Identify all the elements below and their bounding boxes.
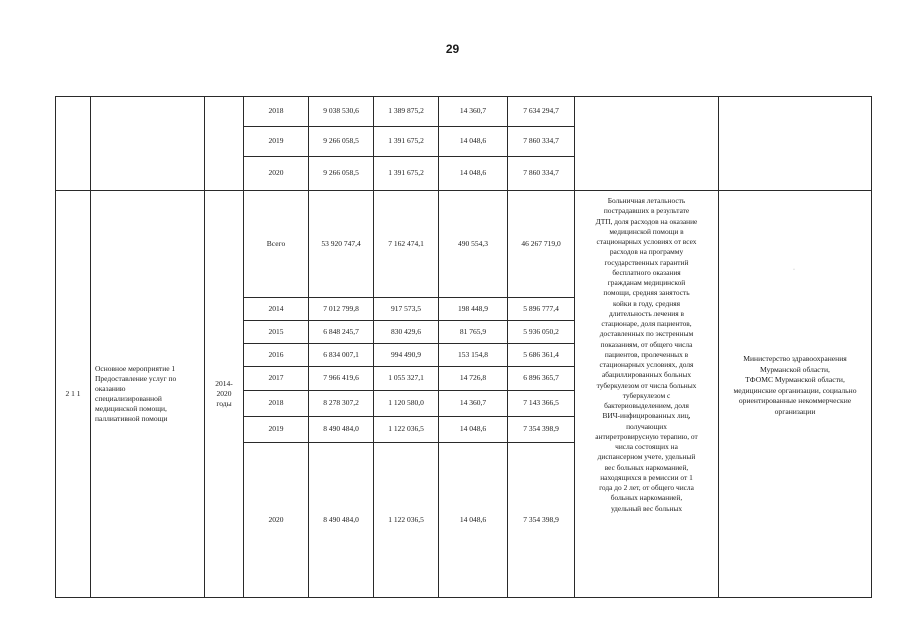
measure-name-line: медицинской помощи,: [95, 404, 167, 413]
total-cell: 7 966 419,6: [323, 373, 359, 382]
indicator-line: расходов на программу: [609, 247, 684, 257]
regional-cell: 14 360,7: [459, 398, 487, 407]
indicator-line: стационарных условиях, доля: [599, 360, 694, 369]
other-cell: 7 860 334,7: [523, 168, 559, 177]
indicator-line: показаниям, от общего числа: [600, 339, 693, 349]
period-line: годы: [216, 399, 232, 408]
total-cell: 8 278 307,2: [323, 398, 359, 407]
other-cell: 46 267 719,0: [521, 239, 561, 248]
year-cell: 2018: [268, 398, 284, 407]
indicator-line: находящихся в ремиссии от 1: [600, 472, 693, 482]
year-cell: 2020: [268, 514, 284, 524]
year-cell: 2019: [268, 424, 284, 433]
measure-name: [95, 191, 203, 597]
indicator-line: ВИЧ-инфицированных лиц,: [602, 411, 691, 421]
federal-cell: 830 429,6: [391, 326, 421, 336]
indicator-line: помощи, средняя занятость: [603, 288, 690, 298]
year-cell: Всего: [266, 239, 286, 248]
year-cell: 2017: [268, 373, 284, 382]
total-cell: 9 266 058,5: [323, 168, 359, 177]
federal-cell: 1 055 327,1: [388, 373, 424, 382]
other-cell: 7 860 334,7: [523, 136, 559, 145]
regional-cell: 14 048,6: [459, 136, 487, 145]
executor-line: медицинские организации, социально: [733, 385, 857, 395]
indicator-line: доставленных по экстренным: [599, 329, 694, 339]
regional-cell: 14 048,6: [459, 514, 487, 524]
executor-line: организации: [774, 406, 816, 416]
indicator-line: койки в году, средняя: [612, 298, 680, 308]
total-cell: 53 920 747,4: [321, 239, 361, 248]
period-line: 2020: [216, 389, 232, 398]
other-cell: 7 143 366,5: [523, 398, 559, 407]
total-cell: 7 012 799,8: [323, 303, 359, 313]
indicator-line: антиретровирусную терапию, от: [595, 431, 698, 441]
indicator-line: Больничная летальность: [607, 196, 686, 205]
indicator-line: получающих: [626, 421, 667, 431]
regional-cell: 14 726,8: [459, 373, 487, 382]
federal-cell: 7 162 474,1: [388, 239, 424, 248]
year-cell: 2018: [268, 106, 284, 115]
year-cell: 2019: [268, 136, 284, 145]
indicator-line: пациентов, пролеченных в: [604, 349, 689, 359]
page-number: 29: [445, 42, 460, 56]
period-line: 2014-: [215, 379, 233, 388]
indicator-line: бесплатного оказания: [612, 267, 681, 277]
year-cell: 2020: [268, 168, 284, 177]
total-cell: 6 834 007,1: [323, 349, 359, 359]
federal-cell: 1 391 675,2: [388, 136, 424, 145]
total-cell: 6 848 245,7: [323, 326, 359, 336]
other-cell: 7 354 398,9: [523, 424, 559, 433]
indicator-line: ДТП, доля расходов на оказание: [595, 216, 698, 226]
regional-cell: 153 154,8: [458, 349, 488, 359]
responsible-executors: [719, 354, 871, 417]
indicator-line: гражданам медицинской: [607, 278, 686, 287]
indicator-line: туберкулезом от числа больных: [596, 380, 697, 390]
regional-cell: 490 554,3: [458, 239, 488, 248]
indicator-line: диспансерном учете, удельный: [597, 452, 696, 462]
year-cell: 2014: [268, 303, 284, 313]
year-cell: 2015: [268, 326, 284, 336]
executor-line: Мурманской области,: [760, 364, 830, 374]
implementation-period: [205, 191, 243, 597]
total-cell: 9 038 530,6: [323, 106, 359, 115]
indicator-line: удельный вес больных: [610, 503, 683, 513]
regional-cell: 14 360,7: [459, 106, 487, 115]
total-cell: 9 266 058,5: [323, 136, 359, 145]
federal-cell: 1 120 580,0: [388, 398, 424, 407]
regional-cell: 14 048,6: [459, 424, 487, 433]
indicator-line: больных наркоманией,: [610, 493, 683, 503]
measure-number: 2 1 1: [65, 389, 81, 398]
indicator-line: длительность лечения в: [609, 308, 684, 318]
regional-cell: 198 448,9: [458, 303, 488, 313]
indicator-line: бактериовыделением, доля: [604, 401, 689, 410]
executor-line: ТФОМС Мурманской области,: [745, 375, 845, 384]
scan-speck: ·: [793, 267, 795, 273]
regional-cell: 81 765,9: [459, 326, 487, 336]
federal-cell: 1 122 036,5: [388, 424, 424, 433]
federal-cell: 1 391 675,2: [388, 168, 424, 177]
total-cell: 8 490 484,0: [323, 514, 359, 524]
federal-cell: 994 490,9: [391, 349, 421, 359]
measure-name-line: паллиативной помощи: [95, 414, 168, 423]
indicator-line: туберкулезом с: [622, 390, 671, 400]
year-cell: 2016: [268, 349, 284, 359]
measure-name-line: Основное мероприятие 1: [95, 364, 176, 373]
federal-cell: 1 122 036,5: [388, 514, 424, 524]
program-table: [55, 96, 872, 598]
other-cell: 5 896 777,4: [523, 303, 559, 313]
measure-name-line: специализированной: [95, 394, 162, 403]
measure-name-line: оказанию: [95, 384, 126, 393]
indicator-line: года до 2 лет, от общего числа: [599, 483, 694, 492]
indicator-line: медицинской помощи в: [609, 226, 684, 236]
other-cell: 5 936 050,2: [523, 326, 559, 336]
indicator-line: абациллированных больных: [601, 370, 692, 380]
executor-line: ориентированные некоммерческие: [738, 396, 852, 405]
indicator-line: вес больных наркоманией,: [604, 462, 689, 472]
regional-cell: 14 048,6: [459, 168, 487, 177]
total-cell: 8 490 484,0: [323, 424, 359, 433]
indicator-line: числа состоящих на: [615, 442, 678, 451]
measure-name-line: Предоставление услуг по: [95, 374, 177, 383]
other-cell: 5 686 361,4: [523, 349, 559, 359]
other-cell: 7 634 294,7: [523, 106, 559, 115]
target-indicators: [575, 196, 718, 596]
federal-cell: 1 389 875,2: [388, 106, 424, 115]
executor-line: Министерство здравоохранения: [743, 354, 847, 363]
other-cell: 6 896 365,7: [523, 373, 559, 382]
indicator-line: стационарных условиях от всех: [596, 237, 697, 246]
other-cell: 7 354 398,9: [523, 514, 559, 524]
indicator-line: пострадавших в результате: [603, 206, 690, 216]
indicator-line: государственных гарантий: [604, 257, 689, 267]
federal-cell: 917 573,5: [391, 303, 421, 313]
indicator-line: стационаре, доля пациентов,: [601, 319, 692, 328]
